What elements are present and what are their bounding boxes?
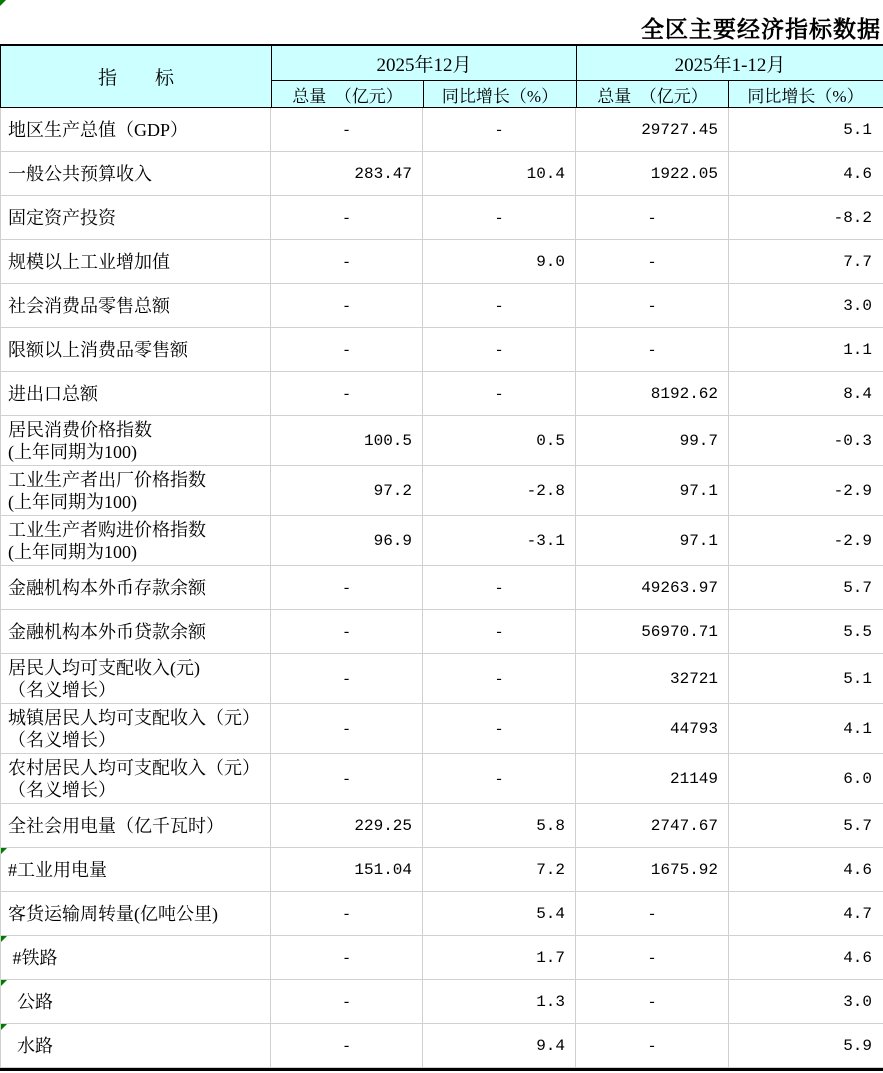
comment-indicator-icon xyxy=(1,1024,7,1030)
table-bottom-border xyxy=(0,1068,883,1071)
ytd-total-cell[interactable]: 99.7 xyxy=(576,416,729,465)
ytd-total-cell[interactable]: - xyxy=(576,328,729,371)
indicator-cell[interactable] xyxy=(1,654,271,703)
table-row xyxy=(1,1024,883,1068)
indicator-sublabel: (上年同期为100) xyxy=(8,491,137,512)
dec-yoy-cell[interactable]: - xyxy=(423,654,576,703)
indicator-cell[interactable] xyxy=(1,516,271,565)
ytd-total-cell[interactable]: 56970.71 xyxy=(576,610,729,653)
dec-total-cell[interactable]: - xyxy=(271,936,423,979)
table-row xyxy=(1,240,883,284)
indicator-cell[interactable] xyxy=(1,108,271,151)
dec-yoy-cell[interactable]: 1.3 xyxy=(423,980,576,1023)
table-row xyxy=(1,372,883,416)
ytd-total-cell[interactable]: - xyxy=(576,284,729,327)
table-row xyxy=(1,328,883,372)
indicator-sublabel: (上年同期为100) xyxy=(8,441,137,462)
indicator-sublabel: （名义增长） xyxy=(8,779,116,800)
ytd-yoy-cell[interactable]: -0.3 xyxy=(833,431,872,450)
indicator-sublabel: (上年同期为100) xyxy=(8,541,137,562)
indicator-label: 规模以上工业增加值 xyxy=(8,251,170,272)
dec-yoy-cell[interactable]: 0.5 xyxy=(423,416,576,465)
ytd-total-cell[interactable]: - xyxy=(576,892,729,935)
ytd-yoy-cell[interactable]: 4.7 xyxy=(843,904,872,923)
dec-yoy-cell[interactable]: 1.7 xyxy=(423,936,576,979)
dec-total-cell[interactable]: - xyxy=(271,704,423,753)
subheader-dec-total[interactable]: 总量 （亿元） xyxy=(272,81,424,107)
ytd-yoy-cell[interactable]: -8.2 xyxy=(833,208,872,227)
dec-total-cell[interactable]: - xyxy=(271,654,423,703)
ytd-yoy-cell[interactable]: 4.6 xyxy=(843,860,872,879)
table-row xyxy=(1,804,883,848)
dec-yoy-cell[interactable]: -3.1 xyxy=(423,516,576,565)
indicator-label: 固定资产投资 xyxy=(8,207,116,228)
dec-yoy-cell[interactable]: - xyxy=(423,328,576,371)
dec-yoy-cell[interactable]: -2.8 xyxy=(423,466,576,515)
table-row xyxy=(1,936,883,980)
table-row xyxy=(1,196,883,240)
ytd-total-cell[interactable]: 8192.62 xyxy=(576,372,729,415)
ytd-yoy-cell[interactable]: 1.1 xyxy=(843,340,872,359)
dec-total-cell[interactable]: - xyxy=(271,610,423,653)
indicator-cell[interactable] xyxy=(1,240,271,283)
ytd-total-cell[interactable]: - xyxy=(576,936,729,979)
indicator-cell[interactable] xyxy=(1,196,271,239)
ytd-yoy-cell[interactable]: 5.5 xyxy=(843,622,872,641)
indicator-label: 地区生产总值（GDP） xyxy=(8,119,189,140)
title-row xyxy=(0,0,883,44)
ytd-total-cell[interactable]: - xyxy=(576,196,729,239)
table-row xyxy=(1,654,883,704)
column-header-indicator[interactable]: 指 标 xyxy=(1,46,272,107)
indicator-cell[interactable] xyxy=(1,754,271,803)
column-group-ytd-2025 xyxy=(577,46,883,107)
dec-yoy-cell[interactable]: 5.4 xyxy=(423,892,576,935)
indicator-label: 客货运输周转量(亿吨公里) xyxy=(8,903,218,924)
indicator-label: 限额以上消费品零售额 xyxy=(8,339,188,360)
subheader-ytd-total[interactable]: 总量 （亿元） xyxy=(577,81,729,107)
indicator-cell[interactable] xyxy=(1,284,271,327)
indicator-cell[interactable] xyxy=(1,848,271,891)
ytd-yoy-cell[interactable]: 6.0 xyxy=(843,769,872,788)
dec-total-cell[interactable]: - xyxy=(271,1024,423,1067)
dec-total-cell[interactable]: 283.47 xyxy=(271,152,423,195)
indicator-cell[interactable] xyxy=(1,466,271,515)
dec-yoy-cell[interactable]: - xyxy=(423,610,576,653)
dec-total-cell[interactable]: - xyxy=(271,108,423,151)
table-body xyxy=(0,108,883,1068)
indicator-cell[interactable] xyxy=(1,416,271,465)
comment-indicator-icon xyxy=(0,0,6,6)
dec-yoy-cell[interactable]: - xyxy=(423,704,576,753)
indicator-label: 社会消费品零售总额 xyxy=(8,295,170,316)
ytd-yoy-cell[interactable]: 4.1 xyxy=(843,719,872,738)
indicator-label: 水路 xyxy=(8,1035,53,1056)
table-row xyxy=(1,980,883,1024)
ytd-total-cell[interactable]: 44793 xyxy=(576,704,729,753)
indicator-label: #工业用电量 xyxy=(8,859,107,880)
comment-indicator-icon xyxy=(1,936,7,942)
table-row xyxy=(1,466,883,516)
dec-total-cell[interactable]: - xyxy=(271,754,423,803)
ytd-total-cell[interactable]: - xyxy=(576,240,729,283)
dec-total-cell[interactable]: - xyxy=(271,328,423,371)
subheader-ytd-yoy[interactable]: 同比增长（%） xyxy=(747,86,864,106)
indicator-cell[interactable] xyxy=(1,372,271,415)
indicator-label: 城镇居民人均可支配收入（元） xyxy=(8,707,260,728)
indicator-label: 金融机构本外币贷款余额 xyxy=(8,621,206,642)
ytd-yoy-cell[interactable]: 5.7 xyxy=(843,578,872,597)
ytd-total-cell[interactable]: - xyxy=(576,1024,729,1067)
indicator-cell[interactable] xyxy=(1,804,271,847)
indicator-sublabel: （名义增长） xyxy=(8,679,116,700)
dec-yoy-cell[interactable]: 9.0 xyxy=(423,240,576,283)
indicator-label: 居民人均可支配收入(元) xyxy=(8,657,200,678)
ytd-yoy-cell[interactable]: -2.9 xyxy=(833,481,872,500)
indicator-sublabel: （名义增长） xyxy=(8,729,116,750)
ytd-yoy-cell[interactable]: 5.9 xyxy=(843,1036,872,1055)
ytd-total-cell[interactable]: 97.1 xyxy=(576,466,729,515)
dec-yoy-cell[interactable]: - xyxy=(423,372,576,415)
indicator-cell[interactable] xyxy=(1,980,271,1023)
ytd-yoy-cell[interactable]: 5.7 xyxy=(843,816,872,835)
dec-total-cell[interactable]: 100.5 xyxy=(271,416,423,465)
ytd-yoy-cell[interactable]: 8.4 xyxy=(843,384,872,403)
ytd-total-cell[interactable]: 2747.67 xyxy=(576,804,729,847)
comment-indicator-icon xyxy=(1,848,7,854)
table-row xyxy=(1,152,883,196)
column-group-ytd-2025-label[interactable]: 2025年1-12月 xyxy=(577,46,883,81)
ytd-yoy-cell[interactable]: 3.0 xyxy=(843,992,872,1011)
table-row xyxy=(1,108,883,152)
table-row xyxy=(1,284,883,328)
dec-total-cell[interactable]: - xyxy=(271,196,423,239)
column-group-dec-2025 xyxy=(272,46,577,107)
ytd-total-cell[interactable]: 1675.92 xyxy=(576,848,729,891)
indicator-label: 全社会用电量（亿千瓦时） xyxy=(8,815,224,836)
ytd-yoy-cell[interactable]: 4.6 xyxy=(843,948,872,967)
indicator-label: 进出口总额 xyxy=(8,383,98,404)
indicator-label: 金融机构本外币存款余额 xyxy=(8,577,206,598)
dec-total-cell[interactable]: - xyxy=(271,892,423,935)
table-row xyxy=(1,892,883,936)
table-row xyxy=(1,848,883,892)
ytd-yoy-cell[interactable]: -2.9 xyxy=(833,531,872,550)
ytd-total-cell[interactable]: 32721 xyxy=(576,654,729,703)
table-row xyxy=(1,416,883,466)
dec-total-cell[interactable]: 97.2 xyxy=(271,466,423,515)
ytd-yoy-cell[interactable]: 7.7 xyxy=(843,252,872,271)
dec-yoy-cell[interactable]: - xyxy=(423,754,576,803)
table-row xyxy=(1,566,883,610)
ytd-total-cell[interactable]: 29727.45 xyxy=(576,108,729,151)
dec-total-cell[interactable]: 96.9 xyxy=(271,516,423,565)
dec-yoy-cell[interactable]: 5.8 xyxy=(423,804,576,847)
dec-yoy-cell[interactable]: 9.4 xyxy=(423,1024,576,1067)
indicator-cell[interactable] xyxy=(1,152,271,195)
dec-yoy-cell[interactable]: - xyxy=(423,284,576,327)
ytd-yoy-cell[interactable]: 5.1 xyxy=(843,120,872,139)
table-header xyxy=(0,44,883,108)
indicator-label: 居民消费价格指数 xyxy=(8,419,152,440)
table-row xyxy=(1,516,883,566)
indicator-cell[interactable] xyxy=(1,936,271,979)
indicator-cell[interactable] xyxy=(1,1024,271,1067)
ytd-yoy-cell[interactable]: 4.6 xyxy=(843,164,872,183)
subheader-dec-yoy[interactable]: 同比增长（%） xyxy=(441,86,559,106)
indicator-label: #铁路 xyxy=(8,947,58,968)
ytd-total-cell[interactable]: 97.1 xyxy=(576,516,729,565)
dec-yoy-cell[interactable]: - xyxy=(423,566,576,609)
table-row xyxy=(1,610,883,654)
ytd-total-cell[interactable]: 21149 xyxy=(576,754,729,803)
page-title: 全区主要经济指标数据 xyxy=(641,17,881,42)
ytd-total-cell[interactable]: 49263.97 xyxy=(576,566,729,609)
indicator-label: 工业生产者出厂价格指数 xyxy=(8,469,206,490)
dec-yoy-cell[interactable]: - xyxy=(423,196,576,239)
indicator-cell[interactable] xyxy=(1,704,271,753)
indicator-label: 公路 xyxy=(8,991,53,1012)
indicator-label: 工业生产者购进价格指数 xyxy=(8,519,206,540)
comment-indicator-icon xyxy=(1,980,7,986)
indicator-label: 农村居民人均可支配收入（元） xyxy=(8,757,260,778)
ytd-total-cell[interactable]: 1922.05 xyxy=(576,152,729,195)
indicator-cell[interactable] xyxy=(1,892,271,935)
indicator-label: 一般公共预算收入 xyxy=(8,163,152,184)
dec-total-cell[interactable]: - xyxy=(271,284,423,327)
indicator-cell[interactable] xyxy=(1,566,271,609)
table-row xyxy=(1,704,883,754)
ytd-total-cell[interactable]: - xyxy=(576,980,729,1023)
column-group-dec-2025-label[interactable]: 2025年12月 xyxy=(272,46,576,81)
dec-total-cell[interactable]: - xyxy=(271,980,423,1023)
dec-yoy-cell[interactable]: 7.2 xyxy=(423,848,576,891)
dec-yoy-cell[interactable]: 10.4 xyxy=(423,152,576,195)
ytd-yoy-cell[interactable]: 5.1 xyxy=(843,669,872,688)
ytd-yoy-cell[interactable]: 3.0 xyxy=(843,296,872,315)
dec-total-cell[interactable]: - xyxy=(271,240,423,283)
dec-total-cell[interactable]: 151.04 xyxy=(271,848,423,891)
indicator-cell[interactable] xyxy=(1,328,271,371)
indicator-cell[interactable] xyxy=(1,610,271,653)
dec-total-cell[interactable]: - xyxy=(271,566,423,609)
dec-total-cell[interactable]: - xyxy=(271,372,423,415)
dec-yoy-cell[interactable]: - xyxy=(423,108,576,151)
table-row xyxy=(1,754,883,804)
dec-total-cell[interactable]: 229.25 xyxy=(271,804,423,847)
